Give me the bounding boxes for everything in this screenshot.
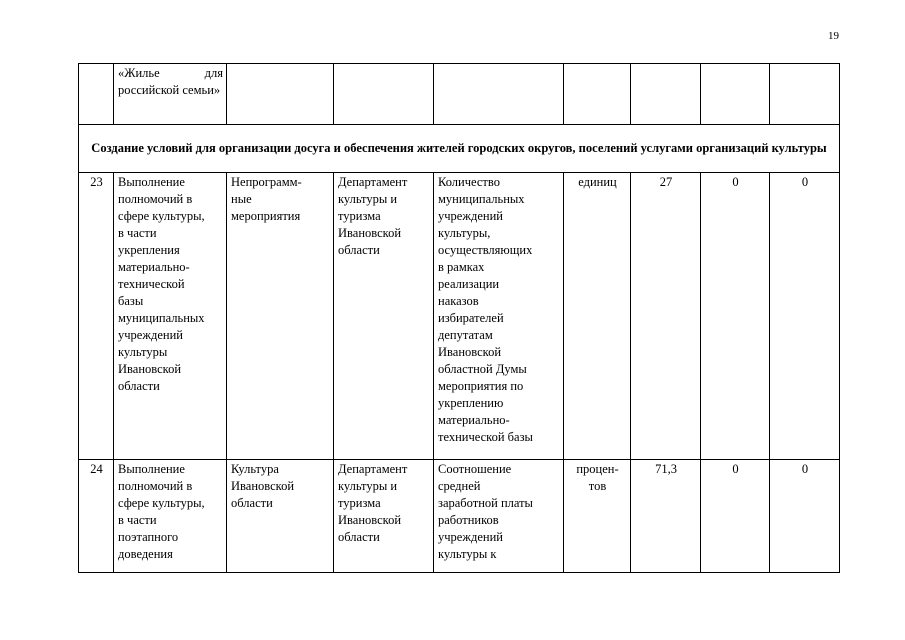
- cell-event-name: Выполнение полномочий в сфере культуры, в части укрепления материально- технической базы муниципальных учреждений культуры Ивановской области: [114, 173, 227, 460]
- cell-unit: процен- тов: [564, 460, 631, 573]
- cell-indicator: Соотношение средней заработной платы работников учреждений культуры к: [434, 460, 564, 573]
- cell-executor: [334, 64, 434, 125]
- cell-event-name: «Жилье для российской семьи»: [114, 64, 227, 125]
- cell-event-name: Выполнение полномочий в сфере культуры, в части поэтапного доведения: [114, 460, 227, 573]
- cell-num: 24: [79, 460, 114, 573]
- cell-num: 23: [79, 173, 114, 460]
- cell-unit: [564, 64, 631, 125]
- cell-value-1: 27: [631, 173, 701, 460]
- cell-unit: единиц: [564, 173, 631, 460]
- page-number: 19: [828, 30, 839, 42]
- table-row: [79, 460, 840, 573]
- cell-executor: Департамент культуры и туризма Ивановской области: [334, 173, 434, 460]
- section-header-row: [79, 125, 840, 173]
- table-row: [79, 173, 840, 460]
- cell-value-3: 0: [770, 460, 840, 573]
- program-table: [78, 63, 840, 573]
- cell-value-3: 0: [770, 173, 840, 460]
- cell-num: [79, 64, 114, 125]
- cell-value-2: 0: [701, 173, 770, 460]
- cell-value-1: [631, 64, 701, 125]
- cell-program: Культура Ивановской области: [227, 460, 334, 573]
- cell-value-1: 71,3: [631, 460, 701, 573]
- cell-program: Непрограмм- ные мероприятия: [227, 173, 334, 460]
- cell-value-2: 0: [701, 460, 770, 573]
- cell-program: [227, 64, 334, 125]
- cell-executor: Департамент культуры и туризма Ивановской области: [334, 460, 434, 573]
- section-title: Создание условий для организации досуга и обеспечения жителей городских округов, поселений услугами организаций культуры: [79, 125, 840, 173]
- cell-value-3: [770, 64, 840, 125]
- table-row-continued: [79, 64, 840, 125]
- cell-indicator: Количество муниципальных учреждений культуры, осуществляющих в рамках реализации наказов избирателей депутатам Ивановской областной Думы мероприятия по укреплению материально- технической базы: [434, 173, 564, 460]
- cell-value-2: [701, 64, 770, 125]
- cell-indicator: [434, 64, 564, 125]
